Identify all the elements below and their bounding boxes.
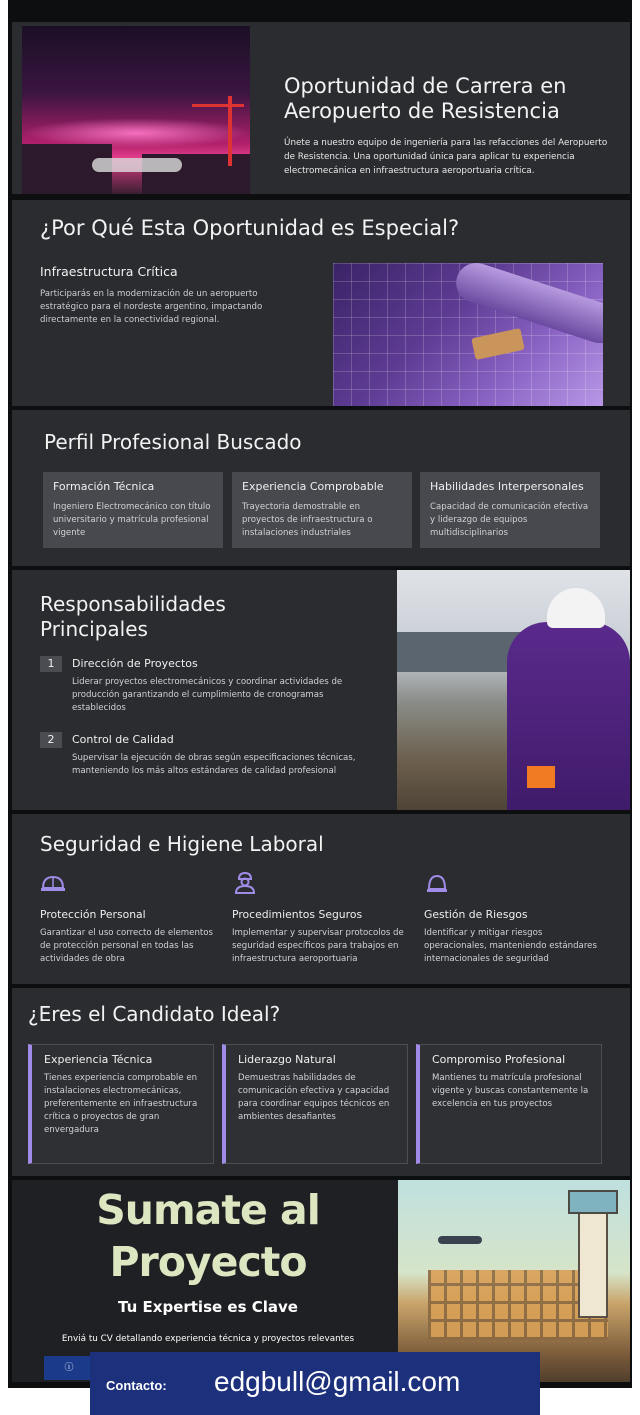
contact-bar	[90, 1352, 540, 1415]
ideal-card-body: Mantienes tu matrícula profesional vigente y buscas constantemente la excelencia en tus proyectos	[432, 1073, 589, 1109]
ideal-title: ¿Eres el Candidato Ideal?	[28, 1002, 281, 1026]
worker-icon	[232, 872, 258, 894]
hero-section	[10, 20, 632, 196]
blueprint-image	[333, 263, 603, 406]
safety-item	[40, 872, 220, 966]
profile-section	[10, 408, 632, 568]
cta-subtitle: Tu Expertise es Clave	[118, 1298, 298, 1316]
safety-item	[424, 872, 604, 966]
hero-title: Oportunidad de Carrera en Aeropuerto de Resistencia	[284, 74, 567, 123]
profile-card	[43, 472, 223, 548]
cta-instruction: Enviá tu CV detallando experiencia técnica y proyectos relevantes	[61, 1334, 355, 1344]
step-number: 1	[40, 656, 62, 672]
profile-title: Perfil Profesional Buscado	[44, 430, 302, 454]
worker-image	[397, 570, 630, 810]
cta-headline-line1: Sumate al	[96, 1186, 320, 1234]
contact-label: Contacto:	[106, 1378, 167, 1393]
safety-item-body: Garantizar el uso correcto de elementos de protección personal en todas las actividades de obra	[40, 928, 214, 964]
helmet-icon	[424, 872, 450, 894]
ideal-card	[222, 1044, 408, 1164]
profile-card	[420, 472, 600, 548]
ideal-card-title: Experiencia Técnica	[44, 1053, 153, 1066]
profile-card-body: Ingeniero Electromecánico con título universitario y matrícula profesional vigente	[53, 502, 211, 538]
responsibility-title: Dirección de Proyectos	[72, 657, 198, 670]
responsibility-body: Liderar proyectos electromecánicos y coordinar actividades de producción garantizando el cumplimiento de cronogramas establecidos	[72, 677, 343, 713]
airport-night-image	[22, 26, 250, 194]
ideal-card	[416, 1044, 602, 1164]
profile-card-body: Trayectoria demostrable en proyectos de infraestructura o instalaciones industriales	[242, 502, 373, 538]
special-title: ¿Por Qué Esta Oportunidad es Especial?	[40, 216, 460, 240]
profile-card-title: Formación Técnica	[53, 480, 155, 493]
hero-description: Únete a nuestro equipo de ingeniería para las refacciones del Aeropuerto de Resistencia. Una oportunidad única para aplicar tu experiencia electromecánica en infraestructura aeroportuaria crítica.	[284, 138, 608, 176]
profile-card-body: Capacidad de comunicación efectiva y liderazgo de equipos multidisciplinarios	[430, 502, 589, 538]
safety-item	[232, 872, 412, 966]
ideal-card	[28, 1044, 214, 1164]
special-section	[10, 198, 632, 408]
cta-headline-line2: Proyecto	[109, 1238, 307, 1286]
safety-item-title: Protección Personal	[40, 908, 146, 921]
responsibilities-section	[10, 568, 632, 812]
step-number: 2	[40, 732, 62, 748]
safety-title: Seguridad e Higiene Laboral	[40, 832, 324, 856]
profile-card-title: Habilidades Interpersonales	[430, 480, 584, 493]
profile-card-title: Experiencia Comprobable	[242, 480, 384, 493]
ideal-card-body: Tienes experiencia comprobable en instalaciones electromecánicas, preferentemente en infraestructura crítica o proyectos de gran envergadura	[44, 1073, 198, 1135]
safety-item-title: Gestión de Riesgos	[424, 908, 528, 921]
special-description: Participarás en la modernización de un aeropuerto estratégico para el nordeste argentino, impactando directamente en la conectividad regional.	[40, 289, 263, 325]
responsibility-body: Supervisar la ejecución de obras según especificaciones técnicas, manteniendo los más altos estándares de calidad profesional	[72, 753, 356, 776]
contact-email-link[interactable]: edgbull@gmail.com	[214, 1366, 461, 1397]
ideal-candidate-section	[10, 986, 632, 1178]
safety-item-body: Identificar y mitigar riesgos operacionales, manteniendo estándares internacionales de seguridad	[424, 928, 597, 964]
ideal-card-body: Demuestras habilidades de comunicación efectiva y capacidad para coordinar equipos técnicos en ambientes desafiantes	[238, 1073, 390, 1122]
special-subtitle: Infraestructura Crítica	[40, 264, 178, 279]
hard-hat-icon	[40, 872, 66, 894]
ideal-card-title: Liderazgo Natural	[238, 1053, 336, 1066]
profile-card	[232, 472, 412, 548]
responsibility-title: Control de Calidad	[72, 733, 174, 746]
safety-section	[10, 812, 632, 986]
responsibilities-title: Responsabilidades Principales	[40, 592, 226, 641]
info-icon[interactable]: ⓘ	[44, 1356, 94, 1380]
safety-item-body: Implementar y supervisar protocolos de seguridad específicos para trabajos en infraestructura aeroportuaria	[232, 928, 404, 964]
safety-item-title: Procedimientos Seguros	[232, 908, 363, 921]
ideal-card-title: Compromiso Profesional	[432, 1053, 566, 1066]
